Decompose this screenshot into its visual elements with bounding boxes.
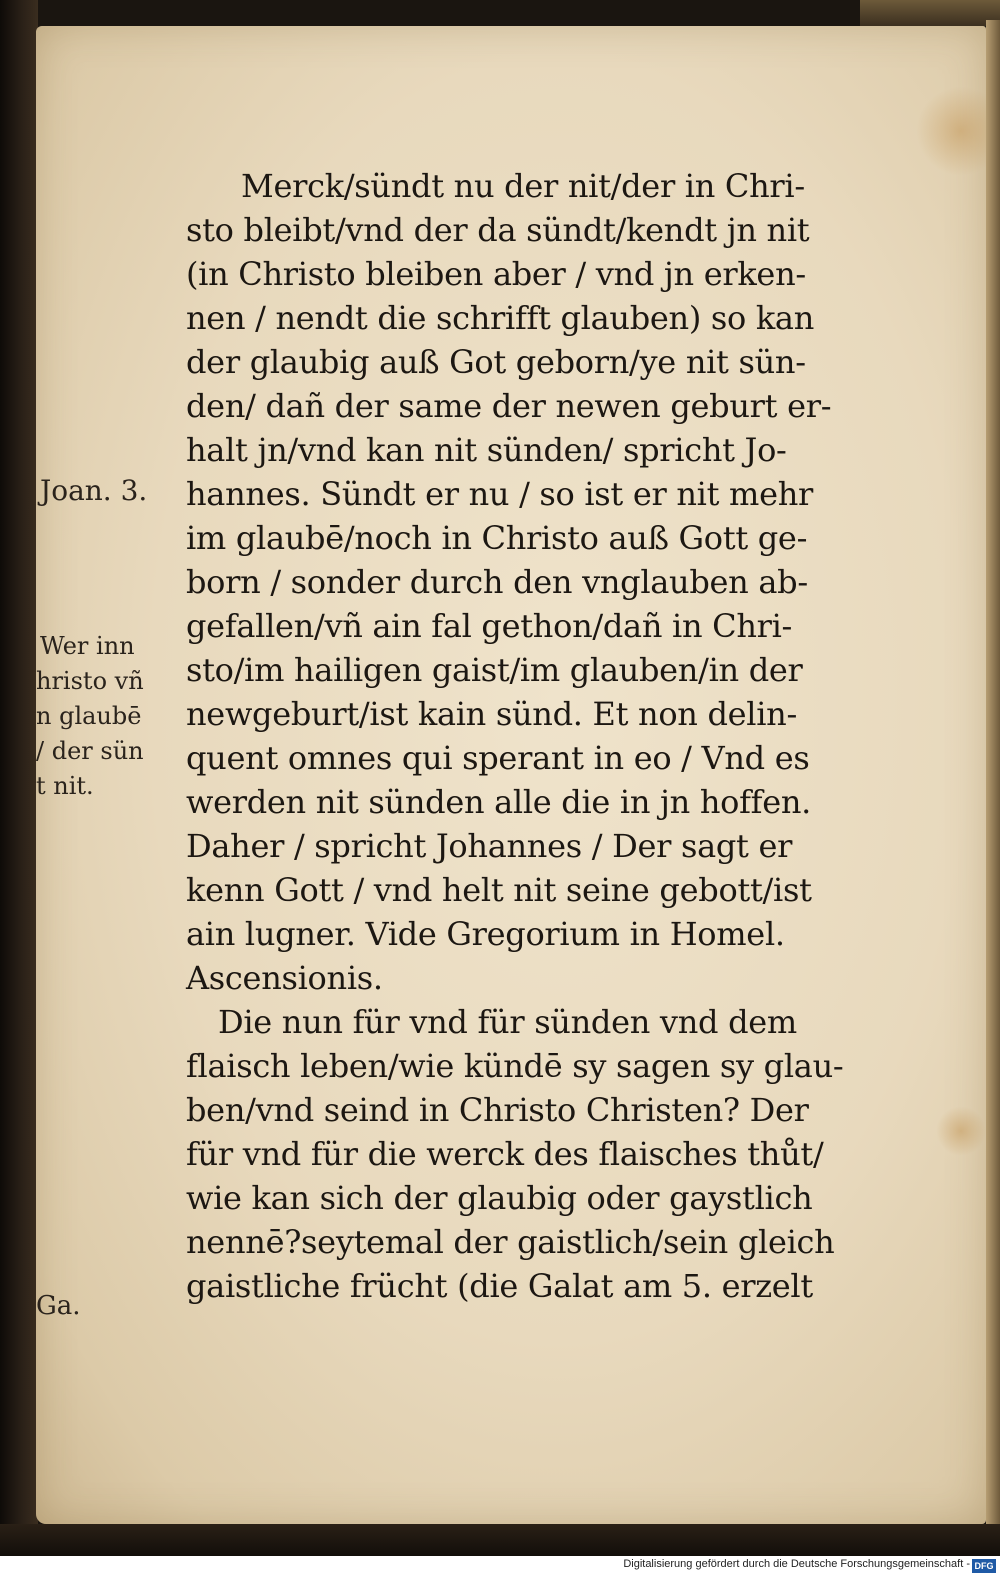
text-line: hannes. Sündt er nu / so ist er nit mehr xyxy=(186,475,814,513)
margin-reference-ga: Ga. xyxy=(36,1291,81,1321)
body-text xyxy=(186,164,886,1308)
margin-gloss-line: Wer inn xyxy=(40,632,135,660)
text-line: flaisch leben/wie kündē sy sagen sy glau- xyxy=(186,1047,844,1085)
text-line: halt jn/vnd kan nit sünden/ spricht Jo- xyxy=(186,431,787,469)
text-line: (in Christo bleiben aber / vnd jn erken- xyxy=(186,255,806,293)
book-bottom-edge xyxy=(0,1524,1000,1556)
footer-bar xyxy=(0,1556,1000,1577)
text-line: nen / nendt die schrifft glauben) so kan xyxy=(186,299,815,337)
text-line: wie kan sich der glaubig oder gaystlich xyxy=(186,1179,813,1217)
margin-gloss-line: n glaubē xyxy=(36,702,142,730)
text-line: sto/im hailigen gaist/im glauben/in der xyxy=(186,651,803,689)
text-line: ain lugner. Vide Gregorium in Homel. xyxy=(186,915,785,953)
text-line: für vnd für die werck des flaisches thůt/ xyxy=(186,1135,824,1173)
text-line: Daher / spricht Johannes / Der sagt er xyxy=(186,827,793,865)
text-line: gaistliche frücht (die Galat am 5. erzelt xyxy=(186,1267,813,1305)
page-right-edge xyxy=(986,20,1000,1524)
text-line: quent omnes qui sperant in eo / Vnd es xyxy=(186,739,810,777)
margin-gloss-line: t nit. xyxy=(36,772,94,800)
margin-gloss-line: / der sün xyxy=(36,737,144,765)
margin-reference-joan: Joan. 3. xyxy=(40,474,148,507)
text-line: ben/vnd seind in Christo Christen? Der xyxy=(186,1091,809,1129)
text-line: der glaubig auß Got geborn/ye nit sün- xyxy=(186,343,806,381)
footer-credit: Digitalisierung gefördert durch die Deutsche Forschungsgemeinschaft - xyxy=(623,1558,970,1570)
text-line: werden nit sünden alle die in jn hoffen. xyxy=(186,783,812,821)
text-line: newgeburt/ist kain sünd. Et non delin- xyxy=(186,695,797,733)
stain-right xyxy=(936,1106,986,1156)
paper-page xyxy=(36,26,986,1524)
text-line: kenn Gott / vnd helt nit seine gebott/ist xyxy=(186,871,812,909)
text-line: den/ dañ der same der newen geburt er- xyxy=(186,387,832,425)
text-line: gefallen/vñ ain fal gethon/dañ in Chri- xyxy=(186,607,793,645)
stain-top-right xyxy=(916,86,986,176)
text-line: Ascensionis. xyxy=(186,959,383,997)
text-line: sto bleibt/vnd der da sündt/kendt jn nit xyxy=(186,211,810,249)
book-top-edge xyxy=(860,0,1000,26)
text-line: Merck/sündt nu der nit/der in Chri- xyxy=(241,167,805,205)
book-binding xyxy=(0,0,38,1556)
margin-gloss-line: hristo vñ xyxy=(36,667,144,695)
dfg-logo: DFG xyxy=(972,1559,996,1573)
text-line: nennē?seytemal der gaistlich/sein gleich xyxy=(186,1223,835,1261)
text-line: im glaubē/noch in Christo auß Gott ge- xyxy=(186,519,808,557)
text-line: Die nun für vnd für sünden vnd dem xyxy=(218,1003,797,1041)
text-line: born / sonder durch den vnglauben ab- xyxy=(186,563,808,601)
